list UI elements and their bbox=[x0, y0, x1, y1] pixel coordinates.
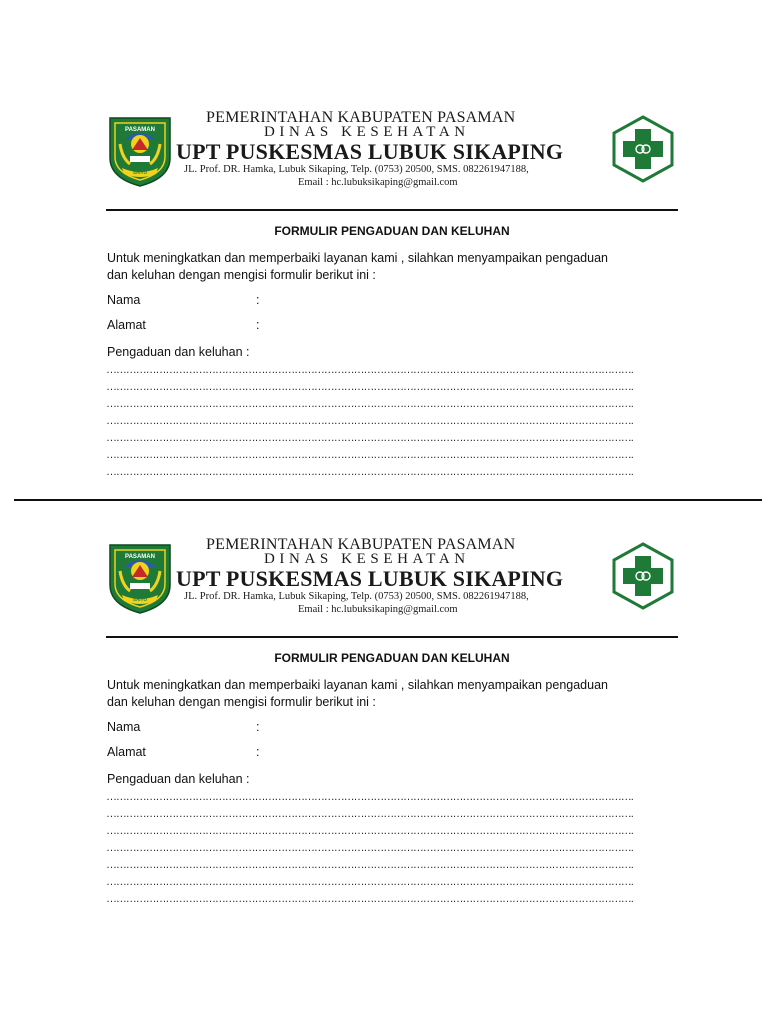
dotted-line: ……………………………………………………………………………………………………………………………………………. bbox=[106, 415, 633, 427]
form-intro bbox=[107, 677, 608, 711]
dotted-line: ……………………………………………………………………………………………………………………………………………. bbox=[106, 893, 633, 905]
dotted-line: ……………………………………………………………………………………………………………………………………………. bbox=[106, 808, 633, 820]
dotted-line: ……………………………………………………………………………………………………………………………………………. bbox=[106, 466, 633, 478]
complaint-label: Pengaduan dan keluhan : bbox=[107, 772, 250, 786]
form-title: FORMULIR PENGADUAN DAN KELUHAN bbox=[274, 651, 510, 665]
header-institution: UPT PUSKESMAS LUBUK SIKAPING bbox=[176, 566, 564, 591]
header-email: Email : hc.lubuksikaping@gmail.com bbox=[298, 177, 458, 188]
dotted-line: ……………………………………………………………………………………………………………………………………………. bbox=[106, 859, 633, 871]
puskesmas-cross-logo-icon bbox=[611, 542, 675, 610]
dotted-line: ……………………………………………………………………………………………………………………………………………. bbox=[106, 449, 633, 461]
nama-label: Nama bbox=[107, 720, 141, 734]
complaint-label: Pengaduan dan keluhan : bbox=[107, 345, 250, 359]
alamat-colon: : bbox=[256, 745, 260, 759]
form-title: FORMULIR PENGADUAN DAN KELUHAN bbox=[274, 224, 510, 238]
intro-line-1: Untuk meningkatkan dan memperbaiki layanan kami , silahkan menyampaikan pengaduan bbox=[107, 678, 608, 692]
intro-line-1: Untuk meningkatkan dan memperbaiki layanan kami , silahkan menyampaikan pengaduan bbox=[107, 251, 608, 265]
header-institution: UPT PUSKESMAS LUBUK SIKAPING bbox=[176, 139, 564, 164]
dotted-line: ……………………………………………………………………………………………………………………………………………. bbox=[106, 381, 633, 393]
dotted-line: ……………………………………………………………………………………………………………………………………………. bbox=[106, 364, 633, 376]
dotted-line: ……………………………………………………………………………………………………………………………………………. bbox=[106, 398, 633, 410]
header-address: JL. Prof. DR. Hamka, Lubuk Sikaping, Telp. (0753) 20500, SMS. 082261947188, bbox=[184, 591, 529, 602]
header-divider bbox=[106, 209, 678, 211]
dotted-line: ……………………………………………………………………………………………………………………………………………. bbox=[106, 791, 633, 803]
header-email: Email : hc.lubuksikaping@gmail.com bbox=[298, 604, 458, 615]
nama-colon: : bbox=[256, 720, 260, 734]
intro-line-2: dan keluhan dengan mengisi formulir berikut ini : bbox=[107, 268, 376, 282]
puskesmas-cross-logo-icon bbox=[611, 115, 675, 183]
emblem-ribbon-text: SAIYO bbox=[132, 170, 148, 175]
header-address: JL. Prof. DR. Hamka, Lubuk Sikaping, Telp. (0753) 20500, SMS. 082261947188, bbox=[184, 164, 529, 175]
dotted-line: ……………………………………………………………………………………………………………………………………………. bbox=[106, 825, 633, 837]
alamat-label: Alamat bbox=[107, 318, 146, 332]
emblem-ribbon-text: SAIYO bbox=[132, 597, 148, 602]
nama-label: Nama bbox=[107, 293, 141, 307]
form-intro bbox=[107, 250, 608, 284]
pasaman-regency-emblem-icon bbox=[106, 114, 174, 188]
complaint-form-top bbox=[0, 0, 768, 478]
pasaman-regency-emblem-icon bbox=[106, 541, 174, 615]
header-divider bbox=[106, 636, 678, 638]
dotted-line: ……………………………………………………………………………………………………………………………………………. bbox=[106, 432, 633, 444]
emblem-text: PASAMAN bbox=[125, 554, 155, 560]
alamat-colon: : bbox=[256, 318, 260, 332]
intro-line-2: dan keluhan dengan mengisi formulir berikut ini : bbox=[107, 695, 376, 709]
dotted-line: ……………………………………………………………………………………………………………………………………………. bbox=[106, 842, 633, 854]
alamat-label: Alamat bbox=[107, 745, 146, 759]
emblem-text: PASAMAN bbox=[125, 127, 155, 133]
header-department: DINAS KESEHATAN bbox=[264, 551, 470, 567]
complaint-form-bottom bbox=[0, 427, 768, 905]
header-department: DINAS KESEHATAN bbox=[264, 124, 470, 140]
header-government: PEMERINTAHAN KABUPATEN PASAMAN bbox=[206, 109, 516, 126]
complaint-lines bbox=[106, 789, 680, 908]
nama-colon: : bbox=[256, 293, 260, 307]
dotted-line: ……………………………………………………………………………………………………………………………………………. bbox=[106, 876, 633, 888]
header-government: PEMERINTAHAN KABUPATEN PASAMAN bbox=[206, 536, 516, 553]
